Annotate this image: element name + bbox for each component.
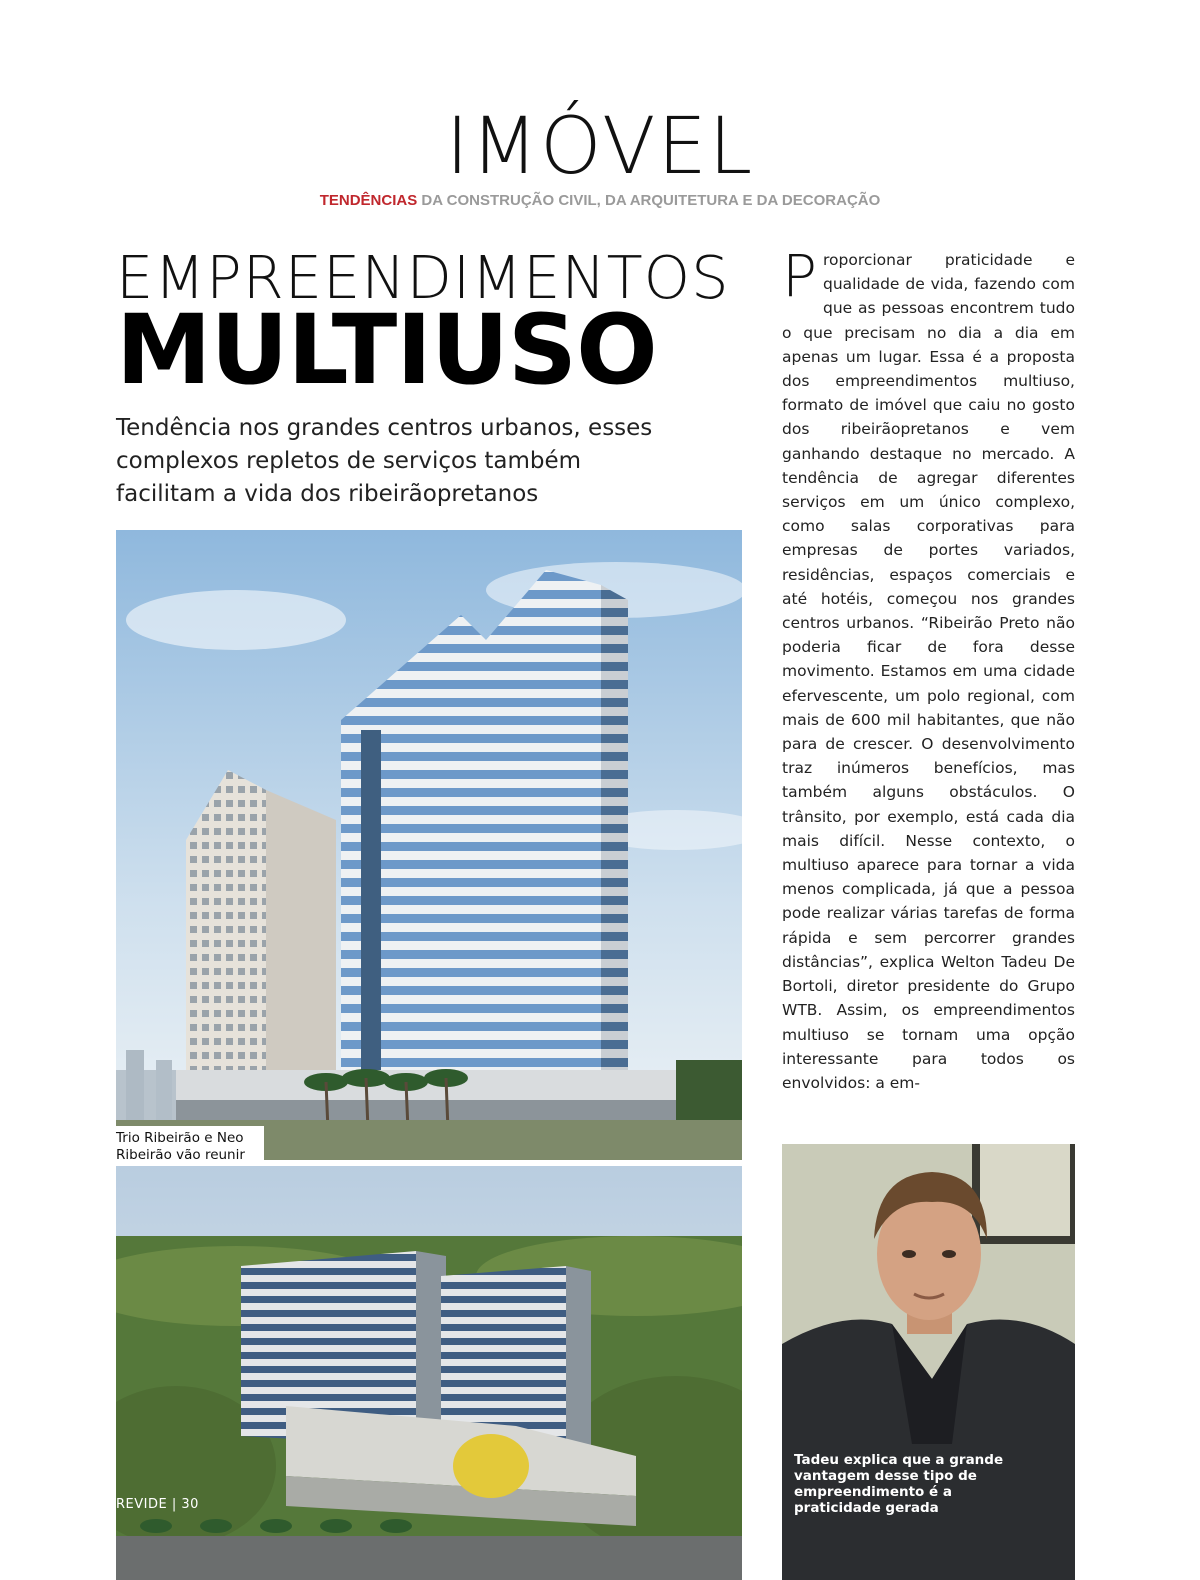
headline-line-1: EMPREENDIMENTOS	[116, 243, 730, 312]
article-body	[782, 242, 1075, 1095]
article-body-text: roporcionar praticidade e qualidade de vida, fazendo com que as pessoas encontrem tudo o que precisam no dia a dia em apenas um lugar. Essa é a proposta dos empreendimentos multiuso, formato de imóvel que caiu no gosto dos ribeirãopretanos e vem ganhando destaque no mercado. A tendência de agregar diferentes serviços em um único complexo, como salas corporativas para empresas de portes variados, residências, espaços comerciais e até hotéis, começou nos grandes centros urbanos. “Ribeirão Preto não poderia ficar de fora desse movimento. Estamos em uma cidade efervescente, um polo regional, com mais de 600 mil habitantes, que não para de crescer. O desenvolvimento traz inúmeros benefícios, mas também alguns obstáculos. O trânsito, por exemplo, está cada dia mais difícil. Nesse contexto, o multiuso aparece para tornar a vida menos complicada, já que a pessoa pode realizar várias tarefas de forma rápida e sem percorrer grandes distâncias”, explica Welton Tadeu De Bortoli, diretor presidente do Grupo WTB. Assim, os empreendimentos multiuso se tornam uma opção interessante para todos os envolvidos: a em-	[782, 251, 1075, 1092]
section-subtitle-accent: TENDÊNCIAS	[319, 192, 418, 209]
towers-caption: Trio Ribeirão e Neo Ribeirão vão reunir	[116, 1126, 264, 1204]
portrait-caption: Tadeu explica que a grande vantagem desse tipo de empreendimento é a praticidade gerada	[794, 1452, 1004, 1516]
towers-illustration	[116, 530, 742, 1160]
page-folio: REVIDE | 30	[116, 1497, 199, 1512]
section-subtitle	[0, 192, 1200, 209]
article-deck: Tendência nos grandes centros urbanos, esses complexos repletos de serviços também facilitam a vida dos ribeirãopretanos	[116, 415, 653, 507]
complex-illustration	[116, 1166, 742, 1580]
complex-photo	[116, 1166, 742, 1580]
section-title: IMÓVEL	[445, 102, 755, 192]
section-subtitle-rest: DA CONSTRUÇÃO CIVIL, DA ARQUITETURA E DA DECORAÇÃO	[417, 192, 881, 209]
towers-photo	[116, 530, 742, 1160]
headline-line-2: MULTIUSO	[116, 294, 657, 406]
drop-cap: P	[782, 242, 817, 310]
